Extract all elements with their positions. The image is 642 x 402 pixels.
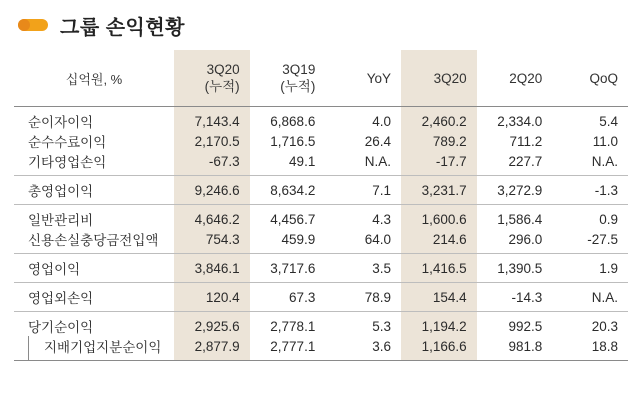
profit-loss-table — [14, 50, 628, 361]
cell-value: 2,334.0 — [497, 113, 543, 129]
cell-value: 67.3 — [250, 283, 326, 312]
cell-value: 18.8 — [552, 336, 628, 361]
cell-value: 4,456.7 — [270, 211, 316, 227]
cell-value: 154.4 — [401, 283, 477, 312]
row-label: 일반관리비 — [28, 213, 94, 228]
cell-value: 78.9 — [325, 283, 401, 312]
cell-value: -1.3 — [552, 176, 628, 205]
cell-value: 992.5 — [508, 318, 543, 334]
cell-value: 5.3 — [372, 318, 391, 334]
row-label: 영업외손익 — [14, 283, 174, 312]
cell-value: 1,586.4 — [497, 211, 543, 227]
section-title: 그룹 손익현황 — [60, 16, 185, 39]
row-label: 기타영업손익 — [14, 151, 174, 176]
cell-value: 3,846.1 — [174, 254, 250, 283]
bullet-pill-icon — [18, 19, 48, 31]
cell-value: 3,272.9 — [477, 176, 553, 205]
cell-value: 2,460.2 — [401, 107, 477, 132]
cell-value: N.A. — [552, 283, 628, 312]
cell-value: N.A. — [325, 151, 401, 176]
cell-value: 1,716.5 — [270, 133, 316, 149]
cell-value: 20.3 — [591, 318, 618, 334]
row-label: 순수수료이익 — [28, 135, 107, 150]
table-row — [14, 107, 628, 132]
table-row — [14, 176, 628, 205]
cell-value: -27.5 — [552, 229, 628, 254]
table-row — [14, 131, 628, 151]
cell-value: 26.4 — [364, 133, 391, 149]
column-header-3q19-cumulative: 3Q19 (누적) — [250, 50, 326, 107]
cell-value: -14.3 — [477, 283, 553, 312]
cell-value: 1.9 — [552, 254, 628, 283]
cell-value: 1,390.5 — [477, 254, 553, 283]
table-row — [14, 151, 628, 176]
cell-value: 3,231.7 — [401, 176, 477, 205]
cell-value: 64.0 — [325, 229, 401, 254]
table-row — [14, 205, 628, 230]
table-row — [14, 254, 628, 283]
cell-value: 0.9 — [599, 211, 618, 227]
table-row — [14, 312, 628, 337]
cell-value: 120.4 — [174, 283, 250, 312]
row-label: 총영업이익 — [14, 176, 174, 205]
cell-value: 459.9 — [250, 229, 326, 254]
cell-value: 227.7 — [477, 151, 553, 176]
section-header — [18, 8, 185, 42]
cell-value: N.A. — [552, 151, 628, 176]
cell-value: 4.0 — [372, 113, 391, 129]
cell-value: -17.7 — [401, 151, 477, 176]
cell-value: 2,778.1 — [270, 318, 316, 334]
cell-value: 9,246.6 — [174, 176, 250, 205]
cell-value: 4.3 — [372, 211, 391, 227]
cell-value: 296.0 — [477, 229, 553, 254]
cell-value: 7,143.4 — [174, 107, 250, 132]
table-row — [14, 336, 628, 361]
cell-value: 4,646.2 — [174, 205, 250, 230]
cell-value: 6,868.6 — [270, 113, 316, 129]
cell-value: 2,877.9 — [174, 336, 250, 361]
cell-value: 2,925.6 — [174, 312, 250, 337]
column-header-3q20: 3Q20 — [401, 50, 477, 107]
cell-value: 214.6 — [401, 229, 477, 254]
cell-value: 1,166.6 — [401, 336, 477, 361]
column-header-unit: 십억원, % — [14, 50, 174, 107]
row-label: 영업이익 — [14, 254, 174, 283]
cell-value: 789.2 — [401, 131, 477, 151]
cell-value: 2,777.1 — [250, 336, 326, 361]
column-header-3q20-cumulative: 3Q20 (누적) — [174, 50, 250, 107]
cell-value: 754.3 — [174, 229, 250, 254]
cell-value: 7.1 — [325, 176, 401, 205]
cell-value: 711.2 — [509, 133, 543, 149]
cell-value: 8,634.2 — [250, 176, 326, 205]
row-label: 신용손실충당금전입액 — [14, 229, 174, 254]
column-header-2q20: 2Q20 — [477, 50, 553, 107]
cell-value: -67.3 — [174, 151, 250, 176]
cell-value: 3,717.6 — [250, 254, 326, 283]
table-row — [14, 283, 628, 312]
cell-value: 1,600.6 — [401, 205, 477, 230]
column-header-yoy: YoY — [325, 50, 401, 107]
row-label-sub — [14, 336, 174, 361]
row-label: 순이자이익 — [28, 115, 94, 130]
row-label: 당기순이익 — [28, 320, 94, 335]
row-label-text: 지배기업지분순이익 — [44, 340, 162, 355]
cell-value: 49.1 — [250, 151, 326, 176]
cell-value: 1,194.2 — [401, 312, 477, 337]
table-header-row — [14, 50, 628, 107]
cell-value: 11.0 — [592, 133, 618, 149]
cell-value: 3.5 — [325, 254, 401, 283]
cell-value: 3.6 — [325, 336, 401, 361]
column-header-qoq: QoQ — [552, 50, 628, 107]
table-row — [14, 229, 628, 254]
cell-value: 5.4 — [599, 113, 618, 129]
cell-value: 1,416.5 — [401, 254, 477, 283]
cell-value: 2,170.5 — [174, 131, 250, 151]
sub-row-divider — [28, 336, 29, 360]
cell-value: 981.8 — [477, 336, 553, 361]
